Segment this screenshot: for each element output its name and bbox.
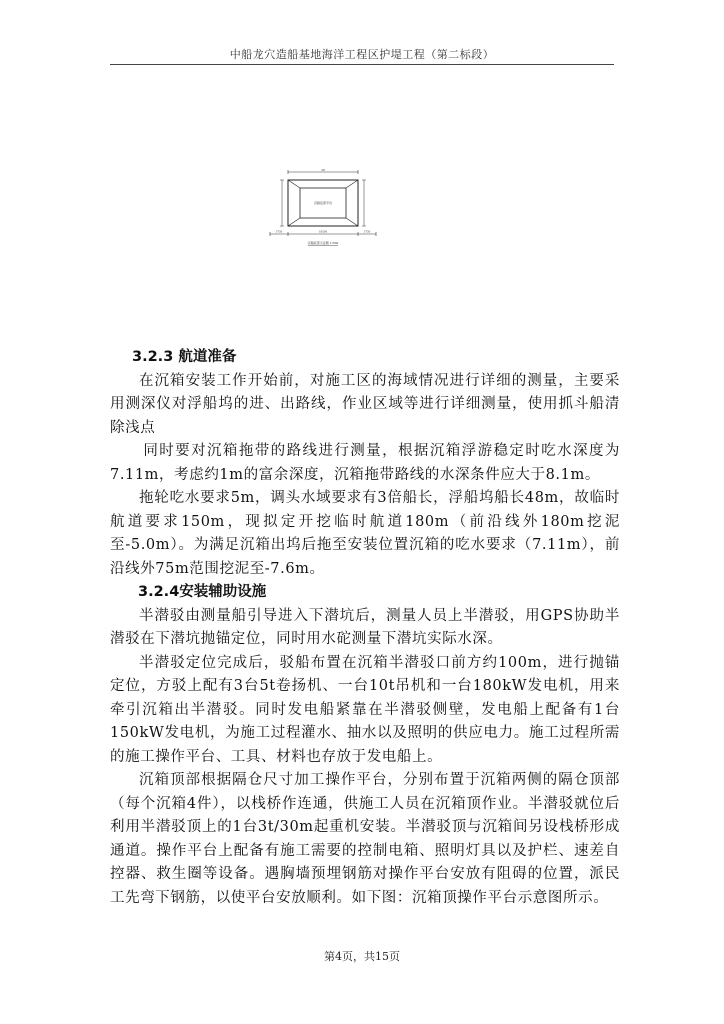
bottom-dim-2: 18500 bbox=[318, 230, 328, 234]
section-heading-324: 3.2.4安装辅助设施 bbox=[138, 584, 267, 600]
inner-label: 沉箱底部平台 bbox=[313, 201, 333, 205]
page-footer: 第4页，共15页 bbox=[324, 950, 400, 963]
figure-caption: 沉箱底部示意图 1:500 bbox=[307, 241, 339, 245]
paragraph: 同时要对沉箱拖带的路线进行测量，根据沉箱浮游稳定时吃水深度为7.11m，考虑约1m的富余深度，沉箱拖带路线的水深条件应大于8.1m。 bbox=[110, 443, 620, 483]
document-body bbox=[110, 346, 620, 910]
paragraph: 沉箱顶部根据隔仓尺寸加工操作平台，分别布置于沉箱两侧的隔仓顶部（每个沉箱4件），以栈桥作连通，供施工人员在沉箱顶作业。半潜驳就位后利用半潜驳顶上的1台3t/30m起重机安装。半潜驳顶与沉箱间另设栈桥形成通道。操作平台上配备有施工需要的控制电箱、照明灯具以及护栏、速差自控器、救生圈等设备。遇胸墙预埋钢筋对操作平台安放有阻碍的位置，派民工先弯下钢筋，以使平台安放顺利。如下图：沉箱顶操作平台示意图所示。 bbox=[110, 772, 620, 906]
bottom-dim-1: 3750 bbox=[275, 230, 283, 234]
page-header: 中船龙穴造船基地海洋工程区护堤工程（第二标段） bbox=[229, 48, 495, 61]
paragraph: 半潜驳定位完成后，驳船布置在沉箱半潜驳口前方约100m，进行抛锚定位，方驳上配有3台5t卷扬机、一台10t吊机和一台180kW发电机，用来牵引沉箱出半潜驳。同时发电船紧靠在半潜驳侧壁，发电船上配备有1台150kW发电机，为施工过程灌水、抽水以及照明的供应电力。施工过程所需的施工操作平台、工具、材料也存放于发电船上。 bbox=[110, 654, 620, 765]
top-dim-label: 28 bbox=[321, 168, 325, 172]
paragraph: 半潜驳由测量船引导进入下潜坑后，测量人员上半潜驳，用GPS协助半潜驳在下潜坑抛锚定位，同时用水砣测量下潜坑实际水深。 bbox=[110, 607, 620, 647]
paragraph: 在沉箱安装工作开始前，对施工区的海域情况进行详细的测量，主要采用测深仪对浮船坞的进、出路线，作业区域等进行详细测量，使用抓斗船清除浅点 bbox=[110, 372, 620, 436]
header-rule bbox=[110, 64, 614, 65]
bottom-dim-3: 3750 bbox=[363, 230, 371, 234]
section-heading-323: 3.2.3 航道准备 bbox=[132, 349, 237, 365]
caisson-diagram bbox=[268, 168, 378, 252]
paragraph: 拖轮吃水要求5m，调头水域要求有3倍船长，浮船坞船长48m，故临时航道要求150m，现拟定开挖临时航道180m（前沿线外180m挖泥至-5.0m）。为满足沉箱出坞后拖至安装位置沉箱的吃水要求（7.11m），前沿线外75m范围挖泥至-7.6m。 bbox=[110, 490, 620, 577]
